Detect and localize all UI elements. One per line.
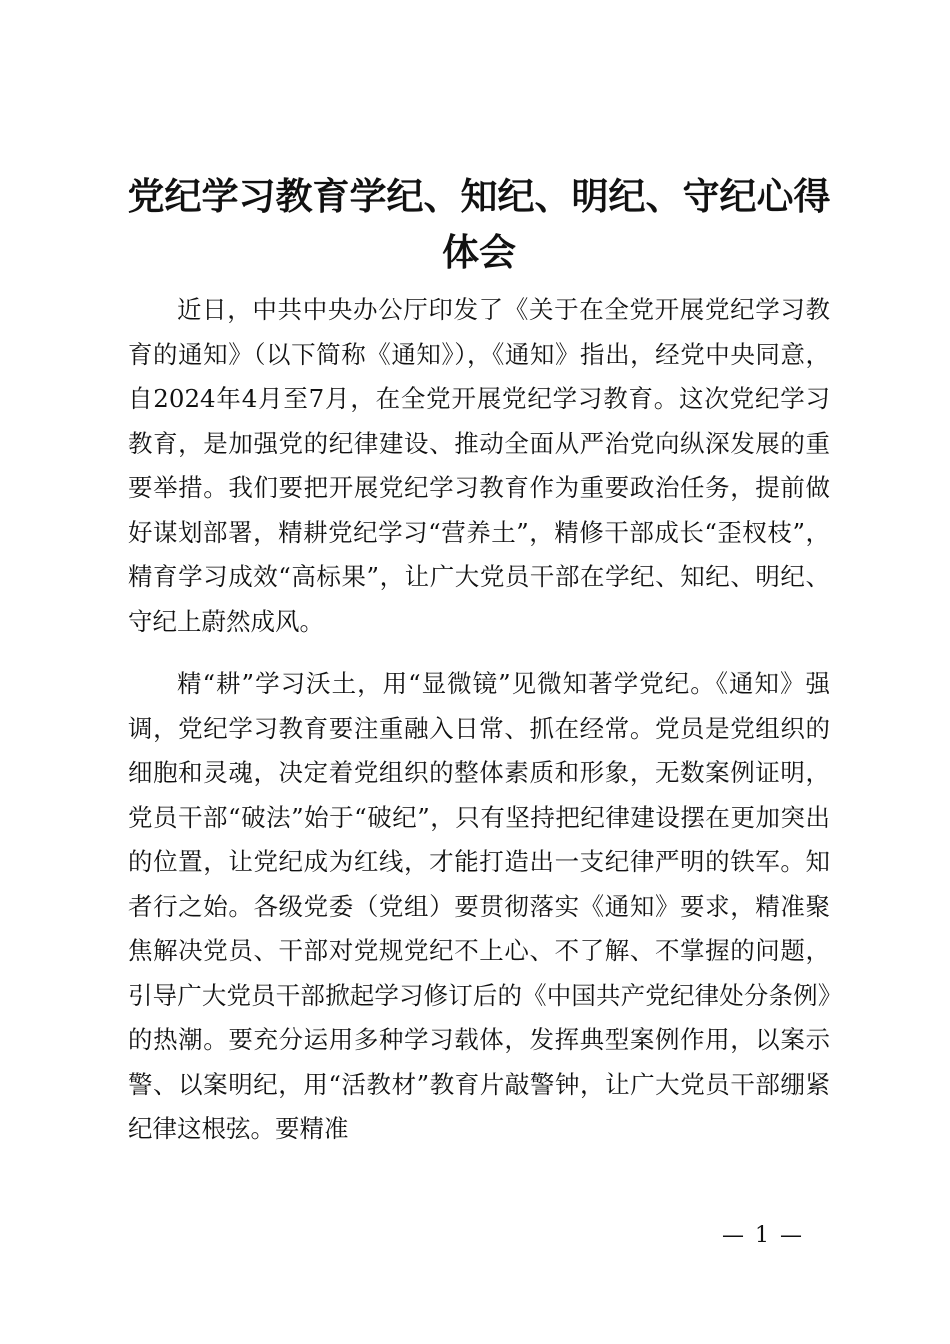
document-title: 党纪学习教育学纪、知纪、明纪、守纪心得体会	[127, 174, 831, 274]
paragraph-1: 近日，中共中央办公厅印发了《关于在全党开展党纪学习教育的通知》（以下简称《通知》），《通知》指出，经党中央同意，自2024年4月至7月，在全党开展党纪学习教育。这次党纪学习教育，是加强党的纪律建设、推动全面从严治党向纵深发展的重要举措。我们要把开展党纪学习教育作为重要政治任务，提前做好谋划部署，精耕党纪学习“营养土”，精修干部成长“歪杈枝”，精育学习成效“高标果”，让广大党员干部在学纪、知纪、明纪、守纪上蔚然成风。	[128, 295, 830, 636]
page-number: — 1 —	[722, 1223, 804, 1248]
paragraph-2: 精“耕”学习沃土，用“显微镜”见微知著学党纪。《通知》强调，党纪学习教育要注重融入日常、抓在经常。党员是党组织的细胞和灵魂，决定着党组织的整体素质和形象，无数案例证明，党员干部“破法”始于“破纪”，只有坚持把纪律建设摆在更加突出的位置，让党纪成为红线，才能打造出一支纪律严明的铁军。知者行之始。各级党委（党组）要贯彻落实《通知》要求，精准聚焦解决党员、干部对党规党纪不上心、不了解、不掌握的问题，引导广大党员干部掀起学习修订后的《中国共产党纪律处分条例》的热潮。要充分运用多种学习载体，发挥典型案例作用，以案示警、以案明纪，用“活教材”教育片敲警钟，让广大党员干部绷紧纪律这根弦。要精准	[128, 669, 830, 1143]
